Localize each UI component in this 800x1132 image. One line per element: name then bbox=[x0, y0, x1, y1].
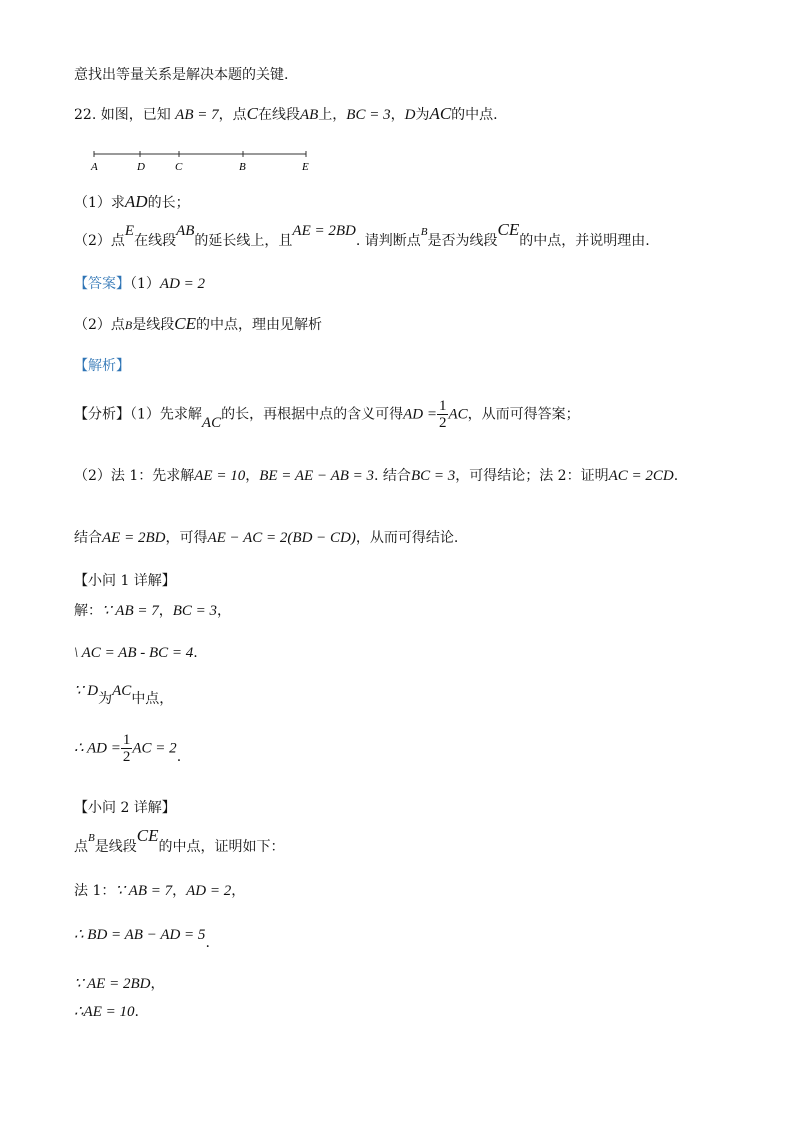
math: AD = 2 bbox=[186, 883, 232, 899]
math: B bbox=[124, 318, 133, 332]
line-text: . 结合 bbox=[374, 468, 411, 484]
math: AE = 2BD bbox=[102, 530, 166, 546]
math: BC = 3 bbox=[346, 107, 391, 123]
math: CE bbox=[174, 314, 196, 333]
math: AC bbox=[429, 104, 452, 123]
line-text: ， bbox=[158, 603, 173, 619]
line-text: . bbox=[205, 935, 210, 951]
math: AC bbox=[448, 406, 468, 423]
line-text: 【分析】（1）先求解 bbox=[74, 406, 202, 423]
line-text: 是线段 bbox=[94, 839, 137, 855]
math: ∵ AE = 2BD bbox=[74, 976, 151, 992]
math: AC = 2 bbox=[132, 740, 177, 757]
math: ∵ AB = 7 bbox=[115, 883, 173, 899]
section-heading-q2 bbox=[74, 797, 176, 817]
math: CE bbox=[497, 220, 520, 239]
line-text: ， bbox=[231, 883, 246, 899]
line-text: . bbox=[673, 468, 679, 484]
line-text: 为 bbox=[415, 107, 430, 123]
math: ∵ D bbox=[74, 683, 99, 699]
math: AC = 2CD bbox=[608, 468, 674, 484]
solution-line bbox=[74, 973, 164, 993]
math: CE bbox=[136, 826, 159, 845]
analysis-line-2 bbox=[74, 465, 678, 485]
fraction bbox=[437, 398, 449, 431]
math: D bbox=[404, 107, 416, 123]
math: \ AC = AB - BC = 4 bbox=[74, 645, 194, 661]
analysis-line-3 bbox=[74, 527, 458, 547]
math: BC = 3 bbox=[172, 603, 218, 619]
math: ∵ AB = 7 bbox=[102, 603, 159, 619]
math: ∴ AD = bbox=[74, 740, 121, 757]
point-label-D: D bbox=[137, 161, 145, 173]
line-text: ， bbox=[245, 468, 260, 484]
math: B bbox=[88, 832, 95, 844]
fraction-denominator: 2 bbox=[438, 415, 447, 431]
line-text: 是否为线段 bbox=[427, 233, 498, 249]
line-text: 的中点，理由见解析 bbox=[196, 317, 322, 333]
math: AE = 2BD bbox=[292, 223, 356, 239]
fraction bbox=[121, 732, 133, 765]
answer-line-1 bbox=[74, 273, 205, 293]
line-text: 的中点，证明如下： bbox=[158, 839, 285, 855]
math: AC bbox=[112, 683, 132, 699]
line-text: ，从而可得结论. bbox=[355, 530, 459, 546]
line-text: 的中点，并说明理由. bbox=[519, 233, 650, 249]
line-text: ， bbox=[172, 883, 187, 899]
math: AD = bbox=[403, 406, 437, 423]
line-text: 结合 bbox=[74, 530, 102, 546]
analysis-tag: 【解析】 bbox=[74, 358, 130, 374]
line-text: 的长； bbox=[147, 195, 190, 211]
solution-line bbox=[74, 880, 245, 900]
math: C bbox=[246, 104, 258, 123]
line-text: 上， bbox=[318, 107, 347, 123]
analysis-tag-line bbox=[74, 355, 130, 375]
point-label-C: C bbox=[175, 161, 183, 173]
question-2 bbox=[74, 220, 650, 250]
fraction-numerator: 1 bbox=[122, 732, 131, 748]
solution-line bbox=[74, 826, 285, 856]
solution-line bbox=[74, 645, 198, 662]
line-text: . 请判断点 bbox=[355, 233, 421, 249]
math: BE = AE − AB = 3 bbox=[259, 468, 375, 484]
math: AB bbox=[176, 223, 195, 239]
math: AD bbox=[124, 192, 148, 211]
line-text: （2）点 bbox=[74, 233, 125, 249]
line-text: . bbox=[193, 645, 198, 661]
line-text: 中点， bbox=[131, 691, 174, 707]
line-segment-diagram bbox=[88, 148, 320, 178]
line-text: 22. 如图，已知 bbox=[74, 107, 176, 123]
line-text: ， bbox=[217, 603, 232, 619]
math: AE − AC = 2(BD − CD) bbox=[207, 530, 356, 546]
math: AE = 10 bbox=[194, 468, 246, 484]
line-text: . bbox=[134, 1004, 139, 1020]
line-text: 为 bbox=[98, 691, 113, 707]
section-heading-q1 bbox=[74, 570, 176, 590]
line-text: 是线段 bbox=[132, 317, 175, 333]
line-text: （2）点 bbox=[74, 317, 125, 333]
line-text: 【小问 1 详解】 bbox=[74, 573, 176, 589]
line-text: ，从而可得答案； bbox=[467, 406, 580, 423]
solution-line bbox=[74, 600, 231, 620]
line-text: 在线段 bbox=[257, 107, 300, 123]
math: B bbox=[420, 226, 428, 238]
line-text: 【小问 2 详解】 bbox=[74, 800, 176, 816]
line-text: 的中点. bbox=[451, 107, 498, 123]
math: AD = 2 bbox=[159, 276, 206, 292]
math: BC = 3 bbox=[410, 468, 456, 484]
math: AC bbox=[201, 414, 222, 431]
line-text: （2）法 1：先求解 bbox=[74, 468, 195, 484]
line-text: 解： bbox=[74, 603, 102, 619]
line-text: ， bbox=[150, 976, 165, 992]
fraction-denominator: 2 bbox=[122, 749, 131, 765]
solution-line bbox=[74, 925, 210, 951]
math: AB = 7 bbox=[175, 107, 219, 123]
problem-22-statement bbox=[74, 104, 498, 124]
answer-tag: 【答案】 bbox=[74, 276, 130, 292]
line-text: 意找出等量关系是解决本题的关键. bbox=[74, 67, 289, 83]
math: E bbox=[124, 223, 135, 239]
math: ∴ BD = AB − AD = 5 bbox=[74, 927, 206, 943]
answer-line-2 bbox=[74, 314, 322, 334]
question-1 bbox=[74, 192, 190, 212]
line-text: 在线段 bbox=[134, 233, 177, 249]
analysis-line-1 bbox=[74, 398, 580, 431]
solution-line bbox=[74, 1002, 139, 1021]
line-text: . bbox=[176, 748, 182, 765]
text-line bbox=[74, 64, 288, 84]
fraction-numerator: 1 bbox=[438, 398, 447, 414]
line-text: 法 1： bbox=[74, 883, 116, 899]
solution-line bbox=[74, 732, 181, 765]
line-text: 的长，再根据中点的含义可得 bbox=[221, 406, 404, 423]
line-text: ，点 bbox=[218, 107, 247, 123]
line-text: ，可得 bbox=[165, 530, 208, 546]
line-text: （1） bbox=[130, 276, 160, 292]
line-text: 点 bbox=[74, 839, 88, 855]
line-text: （1）求 bbox=[74, 195, 125, 211]
solution-line bbox=[74, 680, 174, 707]
line-text: 的延长线上，且 bbox=[194, 233, 293, 249]
point-label-B: B bbox=[239, 161, 246, 173]
line-text: ，可得结论；法 2：证明 bbox=[455, 468, 609, 484]
point-label-A: A bbox=[91, 161, 98, 173]
math: ∴AE = 10 bbox=[74, 1004, 135, 1020]
math: AB bbox=[299, 107, 319, 123]
point-label-E: E bbox=[302, 161, 309, 173]
line-text: ， bbox=[390, 107, 405, 123]
